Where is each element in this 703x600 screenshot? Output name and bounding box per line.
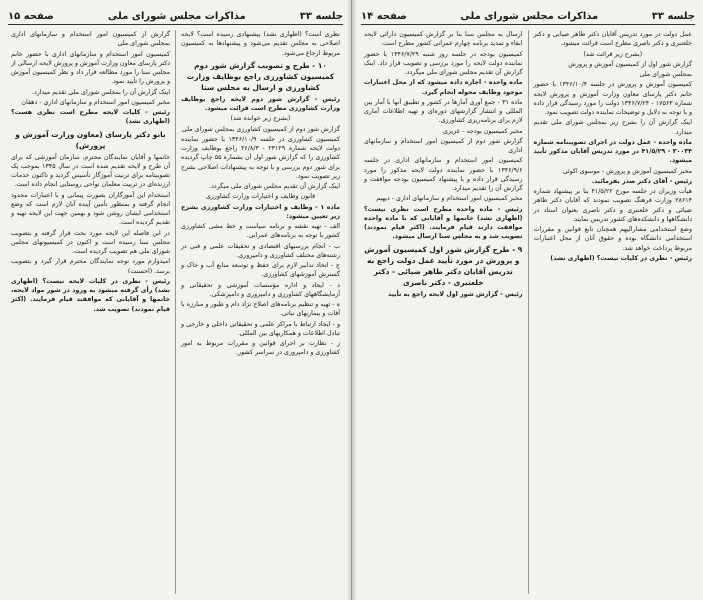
paragraph: مخبر کمیسیون امور استخدام و سازمانهای اداری - دهقان	[21, 98, 170, 106]
right-page-column-2	[359, 30, 529, 594]
paragraph: ماده ۳۱ - جمع آوری آمارها در کشور و تطبیق آنها با آمار بین المللی و انتشار گزارشهای دوره‌ای و تهیه اطلاعات آماری لازم برای برنامه‌ریزی کشاورزی.	[364, 98, 523, 125]
paragraph: (بشرح زیر خوانده شد)	[230, 115, 291, 123]
section-heading: ۱۰ - طرح و تصویب گزارش شور دوم کمیسیون کشاورزی راجع بوظایف وزارت کشاورزی و ارسال به مجلس سنا	[186, 60, 335, 92]
paragraph: ز - نظارت بر اجرای قوانین و مقررات مربوط به امور کشاورزی و دامپروری در سراسر کشور.	[181, 340, 340, 357]
left-page-columns	[6, 30, 345, 594]
paragraph: رئیس - ماده واحده مطرح است نظری نیست؟ (اظهاری نشد) خانمها و آقایانی که با ماده واحده موافقت دارند قیام فرمایند. (اکثر قیام نمودند) تصویب شد و به مجلس سنا ارسال میشود.	[364, 205, 523, 241]
right-page-column-1	[529, 30, 698, 594]
left-page-column-1	[176, 30, 345, 594]
paragraph: کمیسیون امور استخدام و سازمانهای اداری با حضور خانم دکتر پارسای معاون وزارت آموزش و پرورش لایحه ارسالی از مجلس سنا را مورد مطالعه قرار داد و نظر کمیسیون آموزش و پرورش را تأیید نمود.	[11, 50, 170, 86]
paragraph: وضع استخدامی مشارالیهم همچنان تابع قوانین و مقررات استخدامی دانشگاه بوده و حقوق آنان از محل اعتبارات مربوط پرداخت خواهد شد.	[533, 226, 692, 252]
paragraph: رئیس - نظری در کلیات لایحه نیست؟ (اظهاری نشد) رأی گرفته میشود به ورود در شور مواد لایحه، خانمها و آقایانی که موافقند قیام فرمایند. (اکثر قیام نمودند) تصویب شد.	[11, 277, 170, 313]
paragraph: (بشرح زیر قرائت شد)	[583, 50, 643, 58]
right-page-columns	[359, 30, 697, 594]
paragraph: گزارش شور دوم از کمیسیون کشاورزی بمجلس شورای ملی	[181, 125, 340, 133]
paragraph: رئیس - کلیات لایحه مطرح است نظری هست؟ (اظهاری نشد)	[11, 109, 170, 126]
paragraph: مخبر کمیسیون بودجه - عزیزی	[443, 127, 523, 135]
paragraph: کمیسیون بودجه در جلسه روز شنبه ۱۳۴۶/۷/۲۹ با حضور نماینده دولت لایحه را مورد بررسی و تصویب قرار داد. اینک گزارش آن تقدیم مجلس شورای ملی میگردد.	[364, 50, 523, 76]
paragraph: مخبر کمیسیون امور استخدام و سازمانهای اداری - دیهیم	[376, 195, 523, 203]
paragraph: هیأت وزیران در جلسه مورخ ۴۱/۵/۲۲ بنا بر پیشنهاد شماره ۲۸۶۱۴ وزارت فرهنگ تصویب نمودند که آقایان دکتر طاهر ضیائی و دکتر خلعتبری و دکتر ناصری بعنوان استاد در دانشگاهها و دانشکده‌های کشور تدریس نمایند.	[533, 188, 692, 223]
paragraph: اینک گزارش آن را بمجلس شورای ملی تقدیم میدارد.	[31, 88, 170, 96]
paragraph: ه - تهیه و تنظیم برنامه‌های اصلاح نژاد دام و طیور و مبارزه با آفات و بیماریهای نباتی.	[181, 301, 340, 318]
paragraph: مخبر کمیسیون آموزش و پرورش - موسوی اکوئی	[562, 167, 692, 175]
paragraph: ب - انجام بررسیهای اقتصادی و تحقیقات علمی و فنی در رشته‌های مختلف کشاورزی و دامپروری.	[181, 242, 340, 259]
paragraph: کمیسیون امور استخدام و سازمانهای اداری در جلسه ۱۳۴۶/۹/۶ با حضور نماینده دولت لایحه مذکور را مورد رسیدگی قرار داده و با پیشنهاد کمیسیون بودجه موافقت و گزارش آن را تقدیم میدارد.	[364, 157, 523, 192]
paragraph: گزارش شور اول از کمیسیون آموزش و پرورش	[568, 60, 692, 68]
right-page-title: مذاکرات مجلس شورای ملی	[460, 10, 599, 22]
paragraph: نظری است؟ (اظهاری نشد) پیشنهادی رسیده است؟ لایحه اصلاحی به مجلس تقدیم می‌شود و پیشنهادها به کمیسیون مربوط ارجاع می‌شود.	[181, 31, 340, 57]
paragraph: امیدوارم مورد توجه نمایندگان محترم قرار گیرد و بتصویب برسد. (احسنت)	[11, 258, 170, 275]
right-page	[353, 0, 703, 600]
paragraph: عمل دولت در مورد تدریس آقایان دکتر طاهر صیانی و دکتر خلعتبری و دکتر ناصری مطرح است قرائت میشود.	[533, 31, 692, 48]
paragraph: کمیسیون آموزش و پرورش در جلسه ۱۳۴۶/۱۰/۴ با حضور خانم دکتر پارسای معاون وزارت آموزش و پرورش لایحه شماره ۱۷۵۶۳ - ۱۳۴۶/۷/۲۴ دولت را مورد رسیدگی قرار داده و با توجه به دلایل و توضیحات نماینده دولت تصویب نمود.	[533, 81, 692, 116]
right-page-session: جلسه ۳۳	[651, 10, 695, 22]
paragraph: رئیس - گزارش شور اول لایحه راجع به تأیید	[388, 290, 523, 298]
paragraph: ارسال به مجلس سنا بنا بر گزارش کمیسیون دارائی لایحه ابقاء و تمدید برنامه چهارم عمرانی کشور مطرح است.	[364, 31, 523, 48]
paragraph: ماده واحده - اجازه داده میشود که از محل اعتبارات موجود وظایف محوله انجام گیرد.	[364, 79, 523, 96]
paragraph: کمیسیون کشاورزی در جلسه ۱۳۴۶/۱۰/۹ با حضور نماینده دولت لایحه شماره ۲۳۱۲۹ - ۴۶/۸/۳ راجع بوظایف وزارت کشاورزی را که گزارش شور اول آن بشماره ۵۵ چاپ گردیده برای شور دوم بررسی و با توجه به پیشنهادات اصلاحی بشرح زیر تصویب نمود.	[181, 135, 341, 180]
paragraph: در این فاصله این لایحه مورد بحث قرار گرفته و بتصویب مجلس سنا رسیده است و اکنون در کمیسیونهای مجلس شورای ملی هم تصویب گردیده است.	[11, 229, 170, 255]
right-page-header	[361, 8, 695, 25]
section-heading: بانو دکتر پارسای (معاون وزارت آموزش و پرورش)	[15, 129, 166, 150]
left-page-column-2	[6, 30, 176, 594]
paragraph: رئیس - آقای دکتر صدر بفرمائید.	[591, 177, 692, 185]
paragraph: ماده واحده - عمل دولت در اجرای تصویبنامه شماره ۳۰۰۳۴ - ۴۱/۵/۲۹ در مورد تدریس آقایان مذکور تأیید میشود.	[533, 138, 693, 165]
paragraph: الف - تهیه نقشه و برنامه سیاست و خط مشی کشاورزی کشور با توجه به برنامه‌های عمرانی.	[181, 223, 340, 240]
paragraph: اینک گزارش آن تقدیم مجلس شورای ملی میگردد.	[209, 183, 340, 190]
section-heading: ۹ - طرح گزارش شور اول کمیسیون آموزش و پرورش در مورد تأیید عمل دولت راجع به تدریس آقایان دکتر طاهر ضیائی - دکتر خلعتبری - دکتر ناصری	[364, 244, 523, 287]
paragraph: گزارش شور دوم از کمیسیون امور استخدام و سازمانهای اداری	[364, 137, 523, 154]
left-page-number: صفحه ۱۵	[8, 10, 54, 22]
left-page-title: مذاکرات مجلس شورای ملی	[107, 10, 246, 22]
paragraph: خانمها و آقایان نمایندگان محترم، سازمان آموزشی که برای آن طرح و لایحه تقدیم شده است در سال ۱۳۴۵ بموجب یک تصویبنامه برای تربیت آموزگار تأسیس گردید و تاکنون خدمات ارزنده‌ای در تربیت معلمان نواحی روستایی انجام داده است.	[11, 153, 170, 189]
right-page-number: صفحه ۱۴	[361, 10, 407, 22]
paragraph: اینک گزارش آن را بشرح زیر بمجلس شورای ملی تقدیم میدارد.	[533, 119, 692, 136]
paragraph: ماده ۱ - وظایف و اختیارات وزارت کشاورزی بشرح زیر تعیین میشود:	[181, 203, 340, 220]
paragraph: گزارش از کمیسیون امور استخدام و سازمانهای اداری بمجلس شورای ملی	[11, 31, 170, 48]
paragraph: بمجلس شورای ملی	[639, 71, 692, 78]
paragraph: رئیس - نظری در کلیات نیست؟ (اظهاری نشد)	[550, 254, 692, 262]
left-page-session: جلسه ۳۳	[299, 10, 343, 22]
paragraph: د - ایجاد و اداره مؤسسات آموزشی و تحقیقاتی و آزمایشگاههای کشاورزی و دامپروری و دامپزشکی.	[181, 281, 340, 298]
paragraph: قانون وظایف و اختیارات وزارت کشاورزی	[205, 193, 316, 201]
paragraph: رئیس - گزارش شور دوم لایحه راجع بوظایف وزارت کشاورزی مطرح است قرائت میشود.	[181, 95, 340, 112]
left-page-header	[8, 8, 343, 25]
paragraph: و - ایجاد ارتباط با مراکز علمی و تحقیقاتی داخلی و خارجی و تبادل اطلاعات و همکاریهای بین المللی.	[181, 320, 340, 337]
paragraph: ج - اتخاذ تدابیر لازم برای حفظ و توسعه منابع آب و خاک و گسترش آموزشهای کشاورزی.	[181, 262, 340, 279]
paragraph: استخدام این آموزگاران بصورت پیمانی و با اعتبارات محدود انجام گرفته و بمنظور تأمین آینده آنان لازم است که وضع استخدامی ایشان روشن شود و بهمین جهت این لایحه تهیه و تقدیم گردیده است.	[11, 191, 170, 227]
binding-gutter	[347, 0, 357, 600]
